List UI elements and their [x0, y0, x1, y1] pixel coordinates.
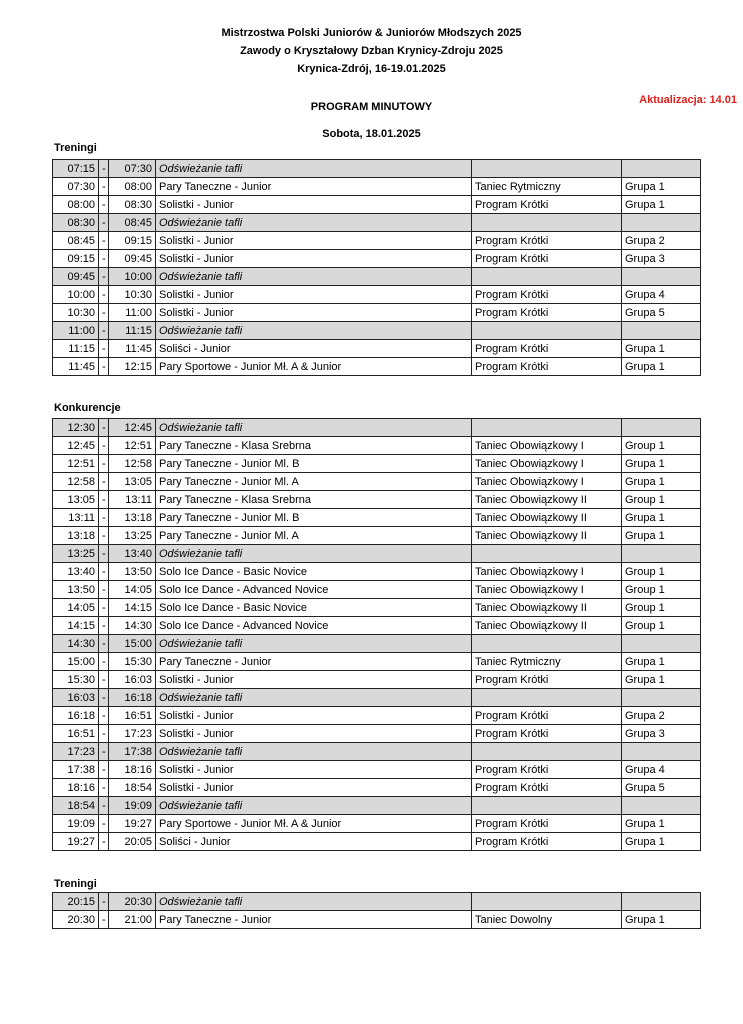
time-start: 14:15 — [53, 617, 99, 635]
time-separator: - — [99, 268, 109, 286]
update-label: Aktualizacja: 14.01 — [639, 94, 737, 106]
time-end: 10:00 — [109, 268, 156, 286]
section-title-treningi-evening: Treningi — [54, 878, 97, 890]
schedule-row — [53, 725, 701, 743]
group-name: Grupa 1 — [622, 473, 701, 491]
time-end: 08:45 — [109, 214, 156, 232]
schedule-row — [53, 304, 701, 322]
schedule-table-treningi-morning — [52, 159, 701, 376]
time-separator: - — [99, 599, 109, 617]
group-name: Grupa 1 — [622, 671, 701, 689]
time-end: 16:18 — [109, 689, 156, 707]
time-separator: - — [99, 911, 109, 929]
segment-name: Program Krótki — [472, 232, 622, 250]
event-name: Pary Taneczne - Junior — [156, 911, 472, 929]
time-end: 16:51 — [109, 707, 156, 725]
ice-resurfacing-row — [53, 419, 701, 437]
time-start: 16:51 — [53, 725, 99, 743]
event-name: Solistki - Junior — [156, 671, 472, 689]
event-name: Odświeżanie tafli — [156, 160, 472, 178]
event-name: Pary Taneczne - Junior Ml. A — [156, 527, 472, 545]
time-separator: - — [99, 473, 109, 491]
time-start: 14:05 — [53, 599, 99, 617]
schedule-row — [53, 232, 701, 250]
event-name: Odświeżanie tafli — [156, 743, 472, 761]
event-name: Odświeżanie tafli — [156, 893, 472, 911]
time-separator: - — [99, 437, 109, 455]
event-name: Solistki - Junior — [156, 286, 472, 304]
time-end: 18:16 — [109, 761, 156, 779]
ice-resurfacing-row — [53, 893, 701, 911]
ice-resurfacing-row — [53, 160, 701, 178]
schedule-row — [53, 527, 701, 545]
schedule-row — [53, 178, 701, 196]
time-end: 19:27 — [109, 815, 156, 833]
time-end: 08:30 — [109, 196, 156, 214]
time-start: 20:15 — [53, 893, 99, 911]
time-end: 12:58 — [109, 455, 156, 473]
time-separator: - — [99, 509, 109, 527]
time-end: 17:38 — [109, 743, 156, 761]
time-start: 12:45 — [53, 437, 99, 455]
time-separator: - — [99, 358, 109, 376]
group-name: Grupa 1 — [622, 455, 701, 473]
time-end: 12:45 — [109, 419, 156, 437]
time-start: 08:45 — [53, 232, 99, 250]
time-separator: - — [99, 322, 109, 340]
event-name: Soliści - Junior — [156, 340, 472, 358]
program-date: Sobota, 18.01.2025 — [322, 128, 421, 140]
ice-resurfacing-row — [53, 797, 701, 815]
segment-name: Taniec Obowiązkowy I — [472, 563, 622, 581]
segment-name: Program Krótki — [472, 196, 622, 214]
event-title: Mistrzostwa Polski Juniorów & Juniorów Młodszych 2025 — [221, 27, 522, 39]
program-title: PROGRAM MINUTOWY — [310, 101, 433, 113]
time-end: 12:15 — [109, 358, 156, 376]
event-name: Solo Ice Dance - Basic Novice — [156, 599, 472, 617]
group-name — [622, 268, 701, 286]
group-name: Group 1 — [622, 437, 701, 455]
schedule-table-konkurencje — [52, 418, 701, 851]
time-separator: - — [99, 725, 109, 743]
time-separator: - — [99, 196, 109, 214]
time-end: 11:15 — [109, 322, 156, 340]
time-start: 17:23 — [53, 743, 99, 761]
time-start: 13:11 — [53, 509, 99, 527]
event-name: Pary Sportowe - Junior Mł. A & Junior — [156, 815, 472, 833]
time-start: 16:03 — [53, 689, 99, 707]
segment-name: Taniec Obowiązkowy II — [472, 617, 622, 635]
schedule-row — [53, 779, 701, 797]
segment-name: Program Krótki — [472, 358, 622, 376]
time-start: 11:15 — [53, 340, 99, 358]
time-end: 17:23 — [109, 725, 156, 743]
segment-name: Taniec Rytmiczny — [472, 653, 622, 671]
time-end: 13:25 — [109, 527, 156, 545]
schedule-row — [53, 358, 701, 376]
segment-name — [472, 893, 622, 911]
group-name: Group 1 — [622, 617, 701, 635]
event-name: Pary Taneczne - Junior Ml. A — [156, 473, 472, 491]
time-separator: - — [99, 893, 109, 911]
time-end: 15:00 — [109, 635, 156, 653]
segment-name: Program Krótki — [472, 815, 622, 833]
event-name: Solistki - Junior — [156, 196, 472, 214]
event-name: Pary Sportowe - Junior Mł. A & Junior — [156, 358, 472, 376]
time-start: 08:00 — [53, 196, 99, 214]
event-name: Pary Taneczne - Junior Ml. B — [156, 509, 472, 527]
ice-resurfacing-row — [53, 322, 701, 340]
group-name: Grupa 5 — [622, 779, 701, 797]
time-start: 16:18 — [53, 707, 99, 725]
group-name: Grupa 3 — [622, 725, 701, 743]
schedule-row — [53, 815, 701, 833]
time-separator: - — [99, 689, 109, 707]
segment-name: Program Krótki — [472, 286, 622, 304]
time-start: 14:30 — [53, 635, 99, 653]
group-name — [622, 214, 701, 232]
segment-name: Program Krótki — [472, 707, 622, 725]
schedule-row — [53, 340, 701, 358]
group-name: Grupa 2 — [622, 232, 701, 250]
ice-resurfacing-row — [53, 689, 701, 707]
time-start: 12:51 — [53, 455, 99, 473]
time-start: 17:38 — [53, 761, 99, 779]
segment-name: Taniec Dowolny — [472, 911, 622, 929]
group-name: Grupa 4 — [622, 286, 701, 304]
time-separator: - — [99, 743, 109, 761]
group-name — [622, 689, 701, 707]
time-end: 08:00 — [109, 178, 156, 196]
segment-name: Program Krótki — [472, 725, 622, 743]
time-end: 09:15 — [109, 232, 156, 250]
time-start: 07:30 — [53, 178, 99, 196]
event-location-dates: Krynica-Zdrój, 16-19.01.2025 — [297, 63, 446, 75]
group-name: Grupa 1 — [622, 911, 701, 929]
group-name: Grupa 2 — [622, 707, 701, 725]
time-start: 19:09 — [53, 815, 99, 833]
group-name: Grupa 1 — [622, 653, 701, 671]
segment-name — [472, 689, 622, 707]
time-start: 13:25 — [53, 545, 99, 563]
time-end: 19:09 — [109, 797, 156, 815]
time-separator: - — [99, 286, 109, 304]
event-name: Solo Ice Dance - Basic Novice — [156, 563, 472, 581]
schedule-row — [53, 911, 701, 929]
segment-name: Taniec Obowiązkowy I — [472, 473, 622, 491]
schedule-row — [53, 599, 701, 617]
event-name: Odświeżanie tafli — [156, 635, 472, 653]
time-start: 08:30 — [53, 214, 99, 232]
schedule-row — [53, 250, 701, 268]
time-end: 16:03 — [109, 671, 156, 689]
time-separator: - — [99, 653, 109, 671]
time-end: 11:00 — [109, 304, 156, 322]
time-start: 09:45 — [53, 268, 99, 286]
event-name: Odświeżanie tafli — [156, 214, 472, 232]
time-separator: - — [99, 563, 109, 581]
time-end: 18:54 — [109, 779, 156, 797]
time-separator: - — [99, 304, 109, 322]
event-name: Odświeżanie tafli — [156, 268, 472, 286]
segment-name: Program Krótki — [472, 671, 622, 689]
time-separator: - — [99, 833, 109, 851]
group-name: Grupa 1 — [622, 196, 701, 214]
ice-resurfacing-row — [53, 635, 701, 653]
group-name — [622, 797, 701, 815]
time-separator: - — [99, 797, 109, 815]
segment-name — [472, 743, 622, 761]
time-end: 21:00 — [109, 911, 156, 929]
segment-name: Taniec Obowiązkowy I — [472, 455, 622, 473]
time-end: 12:51 — [109, 437, 156, 455]
time-separator: - — [99, 527, 109, 545]
schedule-row — [53, 761, 701, 779]
segment-name — [472, 268, 622, 286]
schedule-row — [53, 617, 701, 635]
event-name: Solistki - Junior — [156, 779, 472, 797]
time-separator: - — [99, 340, 109, 358]
event-name: Solo Ice Dance - Advanced Novice — [156, 581, 472, 599]
group-name — [622, 160, 701, 178]
segment-name: Program Krótki — [472, 304, 622, 322]
event-name: Odświeżanie tafli — [156, 689, 472, 707]
segment-name: Program Krótki — [472, 340, 622, 358]
group-name: Grupa 1 — [622, 527, 701, 545]
time-separator: - — [99, 250, 109, 268]
time-separator: - — [99, 545, 109, 563]
segment-name — [472, 160, 622, 178]
group-name: Group 1 — [622, 599, 701, 617]
time-start: 11:00 — [53, 322, 99, 340]
event-subtitle: Zawody o Kryształowy Dzban Krynicy-Zdroju 2025 — [240, 45, 503, 57]
ice-resurfacing-row — [53, 214, 701, 232]
section-title-treningi-morning: Treningi — [54, 142, 97, 154]
time-separator: - — [99, 178, 109, 196]
time-end: 13:18 — [109, 509, 156, 527]
segment-name — [472, 322, 622, 340]
time-end: 15:30 — [109, 653, 156, 671]
schedule-row — [53, 491, 701, 509]
group-name: Grupa 1 — [622, 815, 701, 833]
time-end: 13:11 — [109, 491, 156, 509]
event-name: Odświeżanie tafli — [156, 419, 472, 437]
group-name: Grupa 4 — [622, 761, 701, 779]
schedule-row — [53, 196, 701, 214]
time-start: 20:30 — [53, 911, 99, 929]
schedule-table-treningi-evening — [52, 892, 701, 929]
event-name: Odświeżanie tafli — [156, 322, 472, 340]
time-separator: - — [99, 761, 109, 779]
segment-name: Taniec Obowiązkowy I — [472, 437, 622, 455]
segment-name — [472, 214, 622, 232]
schedule-row — [53, 707, 701, 725]
schedule-row — [53, 581, 701, 599]
time-end: 20:05 — [109, 833, 156, 851]
time-separator: - — [99, 617, 109, 635]
time-end: 07:30 — [109, 160, 156, 178]
time-start: 13:40 — [53, 563, 99, 581]
event-name: Solistki - Junior — [156, 725, 472, 743]
time-start: 13:05 — [53, 491, 99, 509]
time-separator: - — [99, 815, 109, 833]
time-start: 10:30 — [53, 304, 99, 322]
time-separator: - — [99, 455, 109, 473]
segment-name: Taniec Obowiązkowy II — [472, 599, 622, 617]
segment-name — [472, 419, 622, 437]
event-name: Solistki - Junior — [156, 232, 472, 250]
group-name: Grupa 1 — [622, 358, 701, 376]
time-start: 19:27 — [53, 833, 99, 851]
schedule-row — [53, 473, 701, 491]
ice-resurfacing-row — [53, 545, 701, 563]
time-start: 07:15 — [53, 160, 99, 178]
time-separator: - — [99, 491, 109, 509]
event-name: Soliści - Junior — [156, 833, 472, 851]
group-name: Group 1 — [622, 581, 701, 599]
time-end: 10:30 — [109, 286, 156, 304]
segment-name: Taniec Obowiązkowy I — [472, 581, 622, 599]
time-separator: - — [99, 581, 109, 599]
time-separator: - — [99, 779, 109, 797]
time-separator: - — [99, 160, 109, 178]
group-name — [622, 545, 701, 563]
segment-name: Taniec Rytmiczny — [472, 178, 622, 196]
event-name: Solistki - Junior — [156, 707, 472, 725]
event-name: Pary Taneczne - Klasa Srebrna — [156, 491, 472, 509]
group-name: Grupa 1 — [622, 178, 701, 196]
schedule-row — [53, 437, 701, 455]
group-name — [622, 893, 701, 911]
time-end: 11:45 — [109, 340, 156, 358]
time-separator: - — [99, 671, 109, 689]
time-start: 15:30 — [53, 671, 99, 689]
time-end: 14:15 — [109, 599, 156, 617]
event-name: Pary Taneczne - Junior Ml. B — [156, 455, 472, 473]
group-name: Group 1 — [622, 491, 701, 509]
time-end: 14:30 — [109, 617, 156, 635]
time-start: 12:58 — [53, 473, 99, 491]
time-start: 09:15 — [53, 250, 99, 268]
group-name: Group 1 — [622, 563, 701, 581]
time-start: 13:18 — [53, 527, 99, 545]
time-end: 13:50 — [109, 563, 156, 581]
schedule-row — [53, 833, 701, 851]
group-name: Grupa 1 — [622, 833, 701, 851]
event-name: Solistki - Junior — [156, 304, 472, 322]
group-name — [622, 635, 701, 653]
time-separator: - — [99, 232, 109, 250]
time-end: 13:40 — [109, 545, 156, 563]
time-start: 12:30 — [53, 419, 99, 437]
group-name — [622, 322, 701, 340]
time-start: 18:54 — [53, 797, 99, 815]
time-separator: - — [99, 214, 109, 232]
schedule-row — [53, 653, 701, 671]
time-start: 10:00 — [53, 286, 99, 304]
group-name: Grupa 1 — [622, 509, 701, 527]
segment-name: Program Krótki — [472, 833, 622, 851]
time-start: 18:16 — [53, 779, 99, 797]
segment-name: Program Krótki — [472, 250, 622, 268]
section-title-konkurencje: Konkurencje — [54, 402, 121, 414]
schedule-row — [53, 509, 701, 527]
time-end: 09:45 — [109, 250, 156, 268]
time-separator: - — [99, 707, 109, 725]
schedule-row — [53, 455, 701, 473]
event-name: Pary Taneczne - Junior — [156, 653, 472, 671]
segment-name — [472, 797, 622, 815]
time-separator: - — [99, 419, 109, 437]
event-name: Odświeżanie tafli — [156, 545, 472, 563]
time-end: 14:05 — [109, 581, 156, 599]
ice-resurfacing-row — [53, 743, 701, 761]
event-name: Solistki - Junior — [156, 250, 472, 268]
group-name: Grupa 5 — [622, 304, 701, 322]
schedule-row — [53, 671, 701, 689]
group-name: Grupa 3 — [622, 250, 701, 268]
event-name: Pary Taneczne - Klasa Srebrna — [156, 437, 472, 455]
schedule-row — [53, 286, 701, 304]
event-name: Odświeżanie tafli — [156, 797, 472, 815]
time-start: 11:45 — [53, 358, 99, 376]
event-name: Solo Ice Dance - Advanced Novice — [156, 617, 472, 635]
segment-name: Taniec Obowiązkowy II — [472, 509, 622, 527]
schedule-row — [53, 563, 701, 581]
time-end: 20:30 — [109, 893, 156, 911]
segment-name: Program Krótki — [472, 779, 622, 797]
event-name: Pary Taneczne - Junior — [156, 178, 472, 196]
group-name: Grupa 1 — [622, 340, 701, 358]
segment-name — [472, 545, 622, 563]
group-name — [622, 419, 701, 437]
group-name — [622, 743, 701, 761]
time-start: 15:00 — [53, 653, 99, 671]
time-start: 13:50 — [53, 581, 99, 599]
segment-name: Taniec Obowiązkowy II — [472, 527, 622, 545]
ice-resurfacing-row — [53, 268, 701, 286]
segment-name — [472, 635, 622, 653]
time-end: 13:05 — [109, 473, 156, 491]
event-name: Solistki - Junior — [156, 761, 472, 779]
segment-name: Program Krótki — [472, 761, 622, 779]
time-separator: - — [99, 635, 109, 653]
segment-name: Taniec Obowiązkowy II — [472, 491, 622, 509]
